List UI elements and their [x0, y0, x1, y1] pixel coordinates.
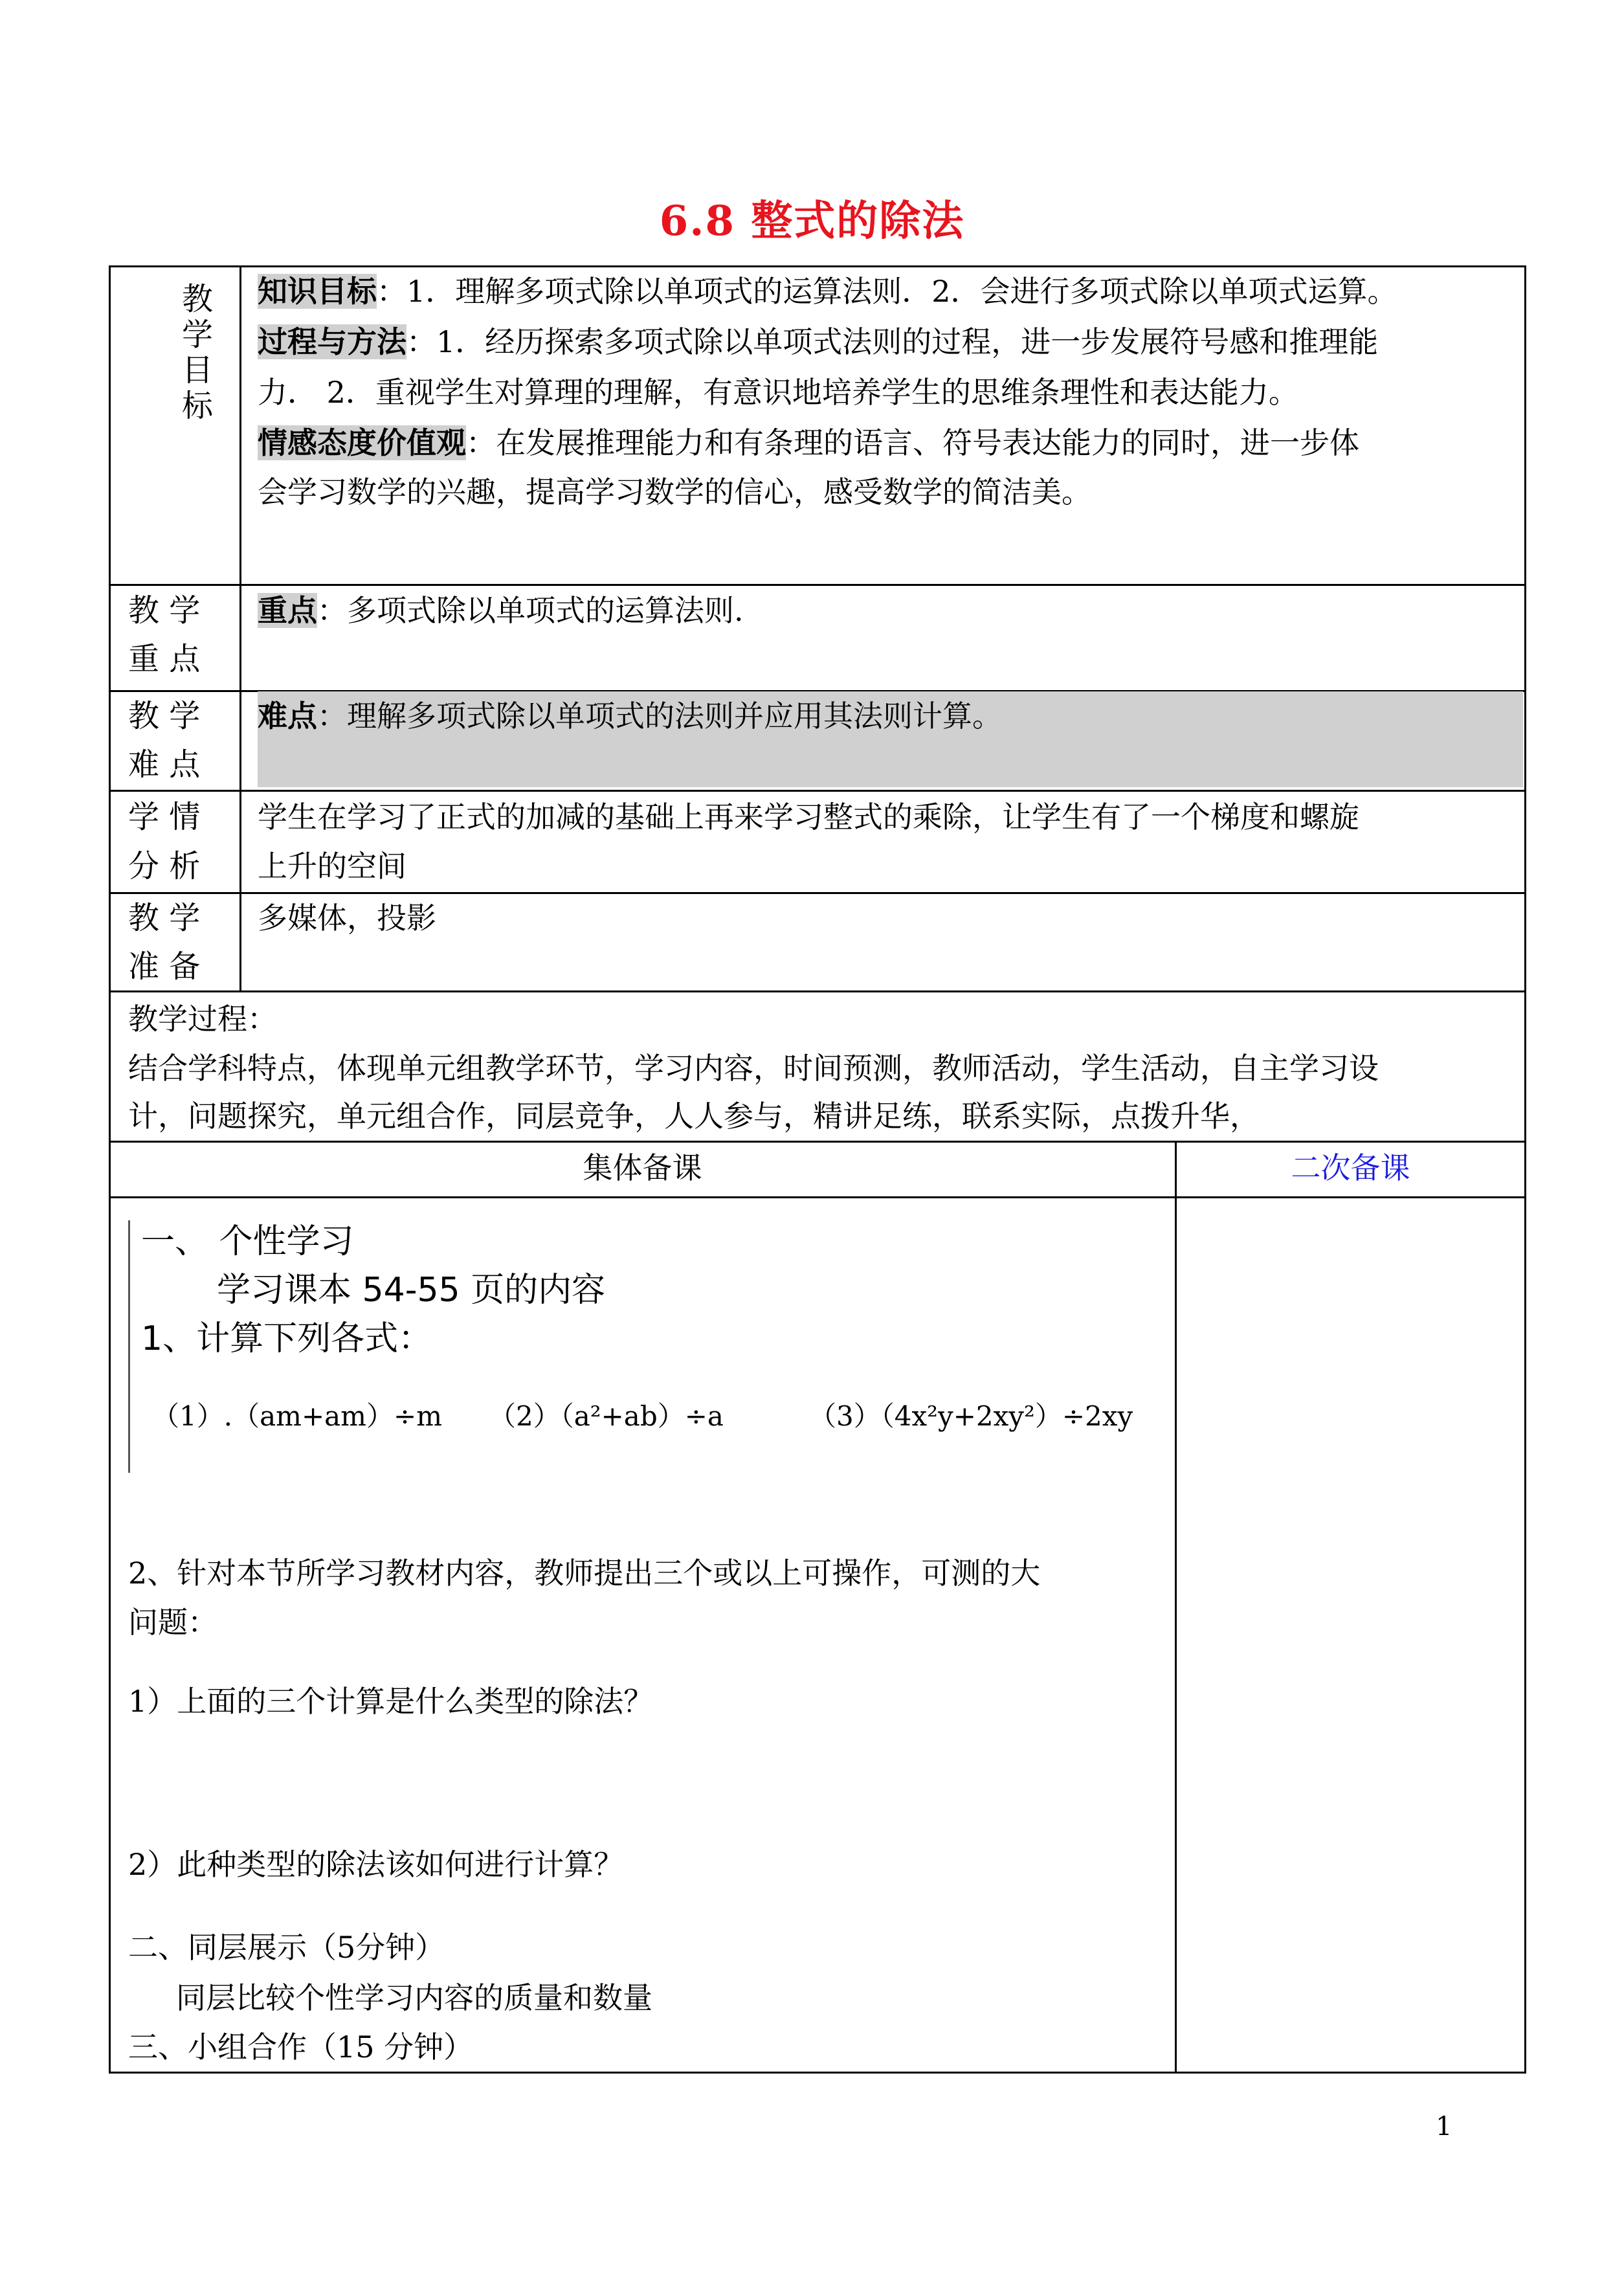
section-1-heading: 一、 个性学习: [141, 1222, 354, 1261]
process-heading: 教学过程：: [128, 1001, 277, 1036]
table-rule: [109, 990, 1526, 992]
section-1-task: 1、计算下列各式：: [141, 1319, 432, 1358]
expression-1-text: （1）.（am+am）÷m: [152, 1400, 443, 1432]
table-rule: [1175, 1141, 1177, 2074]
objectives-label: 教学目标: [181, 281, 213, 424]
embed-left-bar: [128, 1220, 130, 1473]
analysis-line-2: 上升的空间: [258, 849, 406, 884]
process-goal-line-2: 力． 2．重视学生对算理的理解，有意识地培养学生的思维条理性和表达能力。: [258, 375, 1298, 410]
section-2-text: 同层比较个性学习内容的质量和数量: [176, 1980, 652, 2015]
difficulty: [258, 691, 1523, 787]
difficulty-label-1: 教 学: [128, 698, 201, 734]
table-rule: [109, 1196, 1526, 1198]
question-intro-line-2: 问题：: [128, 1605, 217, 1640]
section-2-heading: 二、同层展示（5分钟）: [128, 1930, 445, 1965]
emotion-goal-line-1: [258, 418, 1359, 467]
key-point-label-2: 重 点: [128, 641, 201, 677]
expression-1: [152, 1392, 442, 1441]
section-1-sub: 学习课本 54-55 页的内容: [217, 1271, 606, 1310]
knowledge-goal: [258, 267, 1397, 316]
prep-label-1: 教 学: [128, 900, 201, 936]
page-title: 6.8 整式的除法: [659, 197, 965, 245]
key-point: [258, 586, 744, 635]
question-intro-line-1: 2、针对本节所学习教材内容，教师提出三个或以上可操作，可测的大: [128, 1556, 1041, 1591]
key-point-tag: 重点: [258, 593, 317, 628]
emotion-goal-text: ：在发展推理能力和有条理的语言、符号表达能力的同时，进一步体: [466, 425, 1359, 460]
question-2: 2）此种类型的除法该如何进行计算？: [128, 1847, 624, 1882]
process-goal-line-1: [258, 317, 1378, 366]
difficulty-tag: 难点: [258, 699, 317, 733]
table-rule: [109, 1141, 1526, 1143]
prep-label-2: 准 备: [128, 948, 201, 985]
table-rule: [109, 790, 1526, 792]
process-line-1: 结合学科特点，体现单元组教学环节，学习内容，时间预测，教师活动，学生活动，自主学习设: [128, 1051, 1379, 1086]
difficulty-text: ：理解多项式除以单项式的法则并应用其法则计算。: [317, 699, 1002, 733]
process-goal-text: ：1．经历探索多项式除以单项式法则的过程，进一步发展符号感和推理能: [406, 324, 1379, 359]
prep-text: 多媒体，投影: [258, 900, 436, 935]
difficulty-label-2: 难 点: [128, 746, 201, 783]
page-number: 1: [1436, 2112, 1452, 2142]
expression-3-text: （3）（4x²y+2xy²）÷2xy: [809, 1400, 1133, 1432]
question-1: 1）上面的三个计算是什么类型的除法？: [128, 1684, 654, 1719]
expression-3: [809, 1392, 1133, 1441]
section-3-heading: 三、小组合作（15 分钟）: [128, 2030, 474, 2064]
expression-2-text: （2）（a²+ab）÷a: [489, 1400, 724, 1432]
emotion-goal-line-2: 会学习数学的兴趣，提高学习数学的信心，感受数学的简洁美。: [258, 475, 1091, 509]
process-line-2: 计，问题探究，单元组合作，同层竞争，人人参与，精讲足练，联系实际，点拨升华，: [128, 1099, 1260, 1134]
knowledge-goal-label: 知识目标: [258, 274, 377, 309]
collective-prep-header: 集体备课: [583, 1150, 702, 1185]
analysis-line-1: 学生在学习了正式的加减的基础上再来学习整式的乘除，让学生有了一个梯度和螺旋: [258, 800, 1359, 834]
key-point-label-1: 教 学: [128, 592, 201, 629]
analysis-label-1: 学 情: [128, 799, 201, 835]
secondary-prep-header: 二次备课: [1291, 1150, 1410, 1185]
emotion-goal-label: 情感态度价值观: [258, 425, 466, 460]
knowledge-goal-text: ：1．理解多项式除以单项式的运算法则．2．会进行多项式除以单项式运算。: [377, 274, 1397, 309]
analysis-label-2: 分 析: [128, 848, 201, 884]
table-border-bottom: [109, 2072, 1526, 2074]
process-goal-label: 过程与方法: [258, 324, 406, 359]
expression-2: [489, 1392, 724, 1441]
table-border-right: [1524, 265, 1526, 2074]
table-rule: [239, 265, 241, 992]
key-point-text: ：多项式除以单项式的运算法则.: [317, 593, 744, 628]
